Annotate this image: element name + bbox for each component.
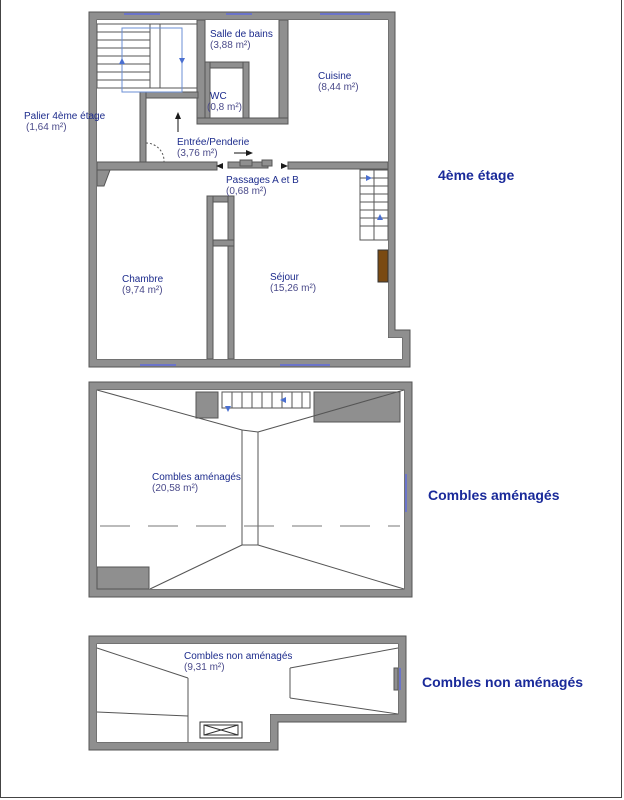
room-area-chambre: (9,74 m²) [122,285,163,296]
wall-chambre-right [207,196,213,359]
wall-sejour-left [228,196,234,359]
wall-sejour-top [288,162,388,169]
room-label-combles-non-amenages: Combles non aménagés [184,651,293,662]
wall-salle-de-bains [197,20,205,124]
wall-bath-bottom [197,118,288,124]
room-area-palier: (1,64 m²) [26,122,67,133]
wall-palier-top [140,92,198,98]
storage-block [314,392,400,422]
passage-marker [262,160,272,166]
room-area-cuisine: (8,44 m²) [318,82,359,93]
chimney-block [196,392,218,418]
skylight [200,722,242,738]
corner-block [97,567,149,589]
fireplace [378,250,388,282]
plan-4eme-etage [24,12,514,367]
room-label-wc: WC [210,91,227,102]
room-label-cuisine: Cuisine [318,71,352,82]
room-area-combles-amenages: (20,58 m²) [152,483,199,494]
plan-combles-non-amenages [89,636,583,750]
room-label-salle-de-bains: Salle de bains [210,29,273,40]
room-label-combles-amenages: Combles aménagés [152,472,241,483]
room-label-passages: Passages A et B [226,175,299,186]
passage-marker [240,160,252,166]
room-label-palier: Palier 4ème étage [24,111,106,122]
room-label-chambre: Chambre [122,274,164,285]
room-area-sejour: (15,26 m²) [270,283,317,294]
wall-closet-bottom [213,240,234,246]
level-title-4eme-etage: 4ème étage [438,167,515,183]
room-area-passages: (0,68 m²) [226,186,267,197]
wall-wc-right [243,62,249,118]
wall-palier-right [140,92,146,164]
window-frame [394,668,398,690]
level-title-combles-non-amenages: Combles non aménagés [422,674,584,690]
room-area-combles-non-amenages: (9,31 m²) [184,662,225,673]
room-label-sejour: Séjour [270,272,299,283]
wall-cuisine [279,20,288,124]
room-label-entree: Entrée/Penderie [177,137,250,148]
level-title-combles-amenages: Combles aménagés [428,487,560,503]
wall-wc-top [205,62,249,68]
wall-chambre-top [97,162,217,170]
room-area-wc: (0,8 m²) [207,102,242,113]
room-area-salle-de-bains: (3,88 m²) [210,40,251,51]
room-area-entree: (3,76 m²) [177,148,218,159]
plan-combles-amenages [89,382,560,597]
